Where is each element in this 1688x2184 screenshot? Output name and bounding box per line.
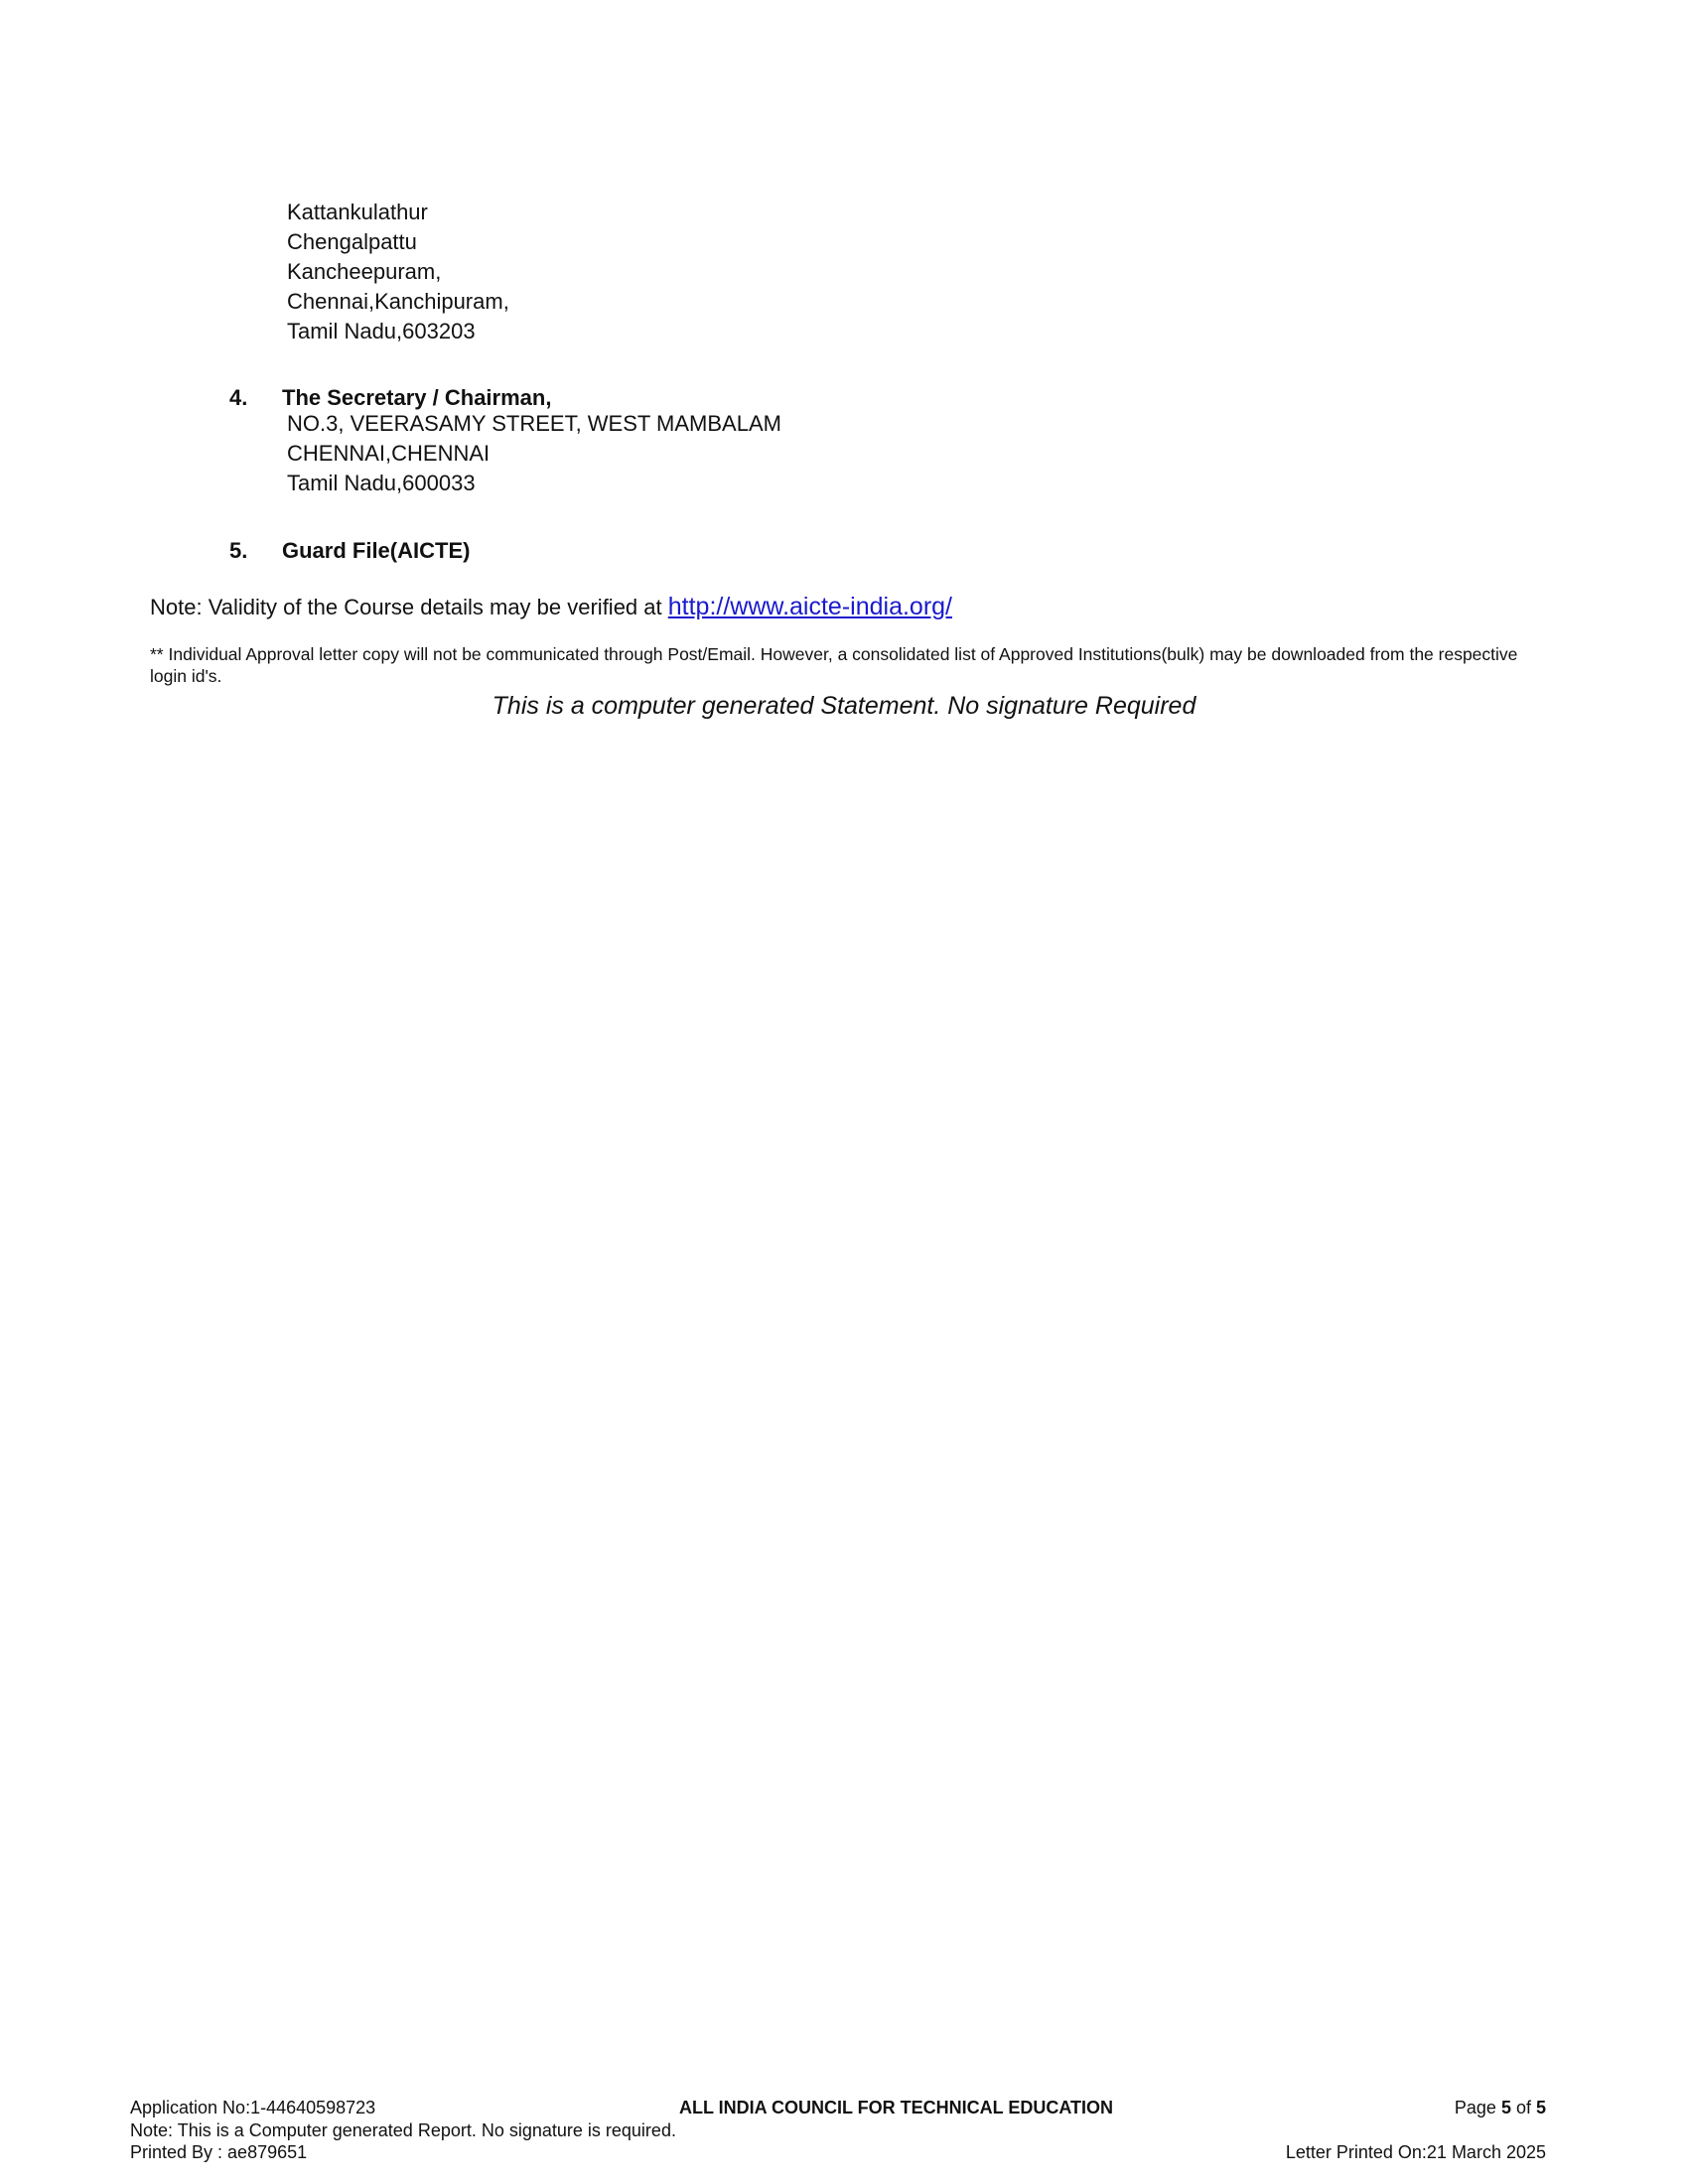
item-number: 4. (229, 385, 248, 410)
item-number: 5. (229, 538, 248, 563)
bulk-approval-note: ** Individual Approval letter copy will not be communicated through Post/Email. However, a consolidated list of Approved Institutions(bulk) may be downloaded from the respective login id's. (150, 644, 1518, 686)
address-line: Kancheepuram, (287, 259, 442, 284)
item-address (287, 409, 781, 498)
printed-by: Printed By : ae879651 (130, 2142, 308, 2162)
address-line: Chengalpattu (287, 229, 417, 254)
address-line: Tamil Nadu,600033 (287, 471, 476, 495)
address-continuation (287, 198, 509, 346)
page-of: of (1510, 2098, 1536, 2117)
footer-note: Note: This is a Computer generated Report. No signature is required. (130, 2120, 676, 2140)
address-line: Tamil Nadu,603203 (287, 319, 476, 343)
application-number: Application No:1-44640598723 (130, 2098, 376, 2117)
validity-note (150, 593, 952, 621)
organization-name: ALL INDIA COUNCIL FOR TECHNICAL EDUCATION (679, 2098, 1113, 2117)
item-title: Guard File(AICTE) (282, 538, 471, 563)
page-total: 5 (1535, 2098, 1546, 2117)
page-prefix: Page (1454, 2098, 1501, 2117)
address-line: CHENNAI,CHENNAI (287, 441, 491, 466)
printed-on-date: Letter Printed On:21 March 2025 (1285, 2142, 1546, 2162)
item-title: The Secretary / Chairman, (282, 385, 552, 410)
address-line: NO.3, VEERASAMY STREET, WEST MAMBALAM (287, 411, 781, 436)
validity-note-text: Note: Validity of the Course details may be verified at (150, 595, 668, 619)
page-current: 5 (1500, 2098, 1511, 2117)
address-line: Chennai,Kanchipuram, (287, 289, 509, 314)
computer-generated-statement: This is a computer generated Statement. No signature Required (492, 692, 1196, 720)
address-line: Kattankulathur (287, 200, 428, 224)
page-number (1455, 2098, 1546, 2118)
aicte-website-link[interactable]: http://www.aicte-india.org/ (667, 593, 952, 620)
